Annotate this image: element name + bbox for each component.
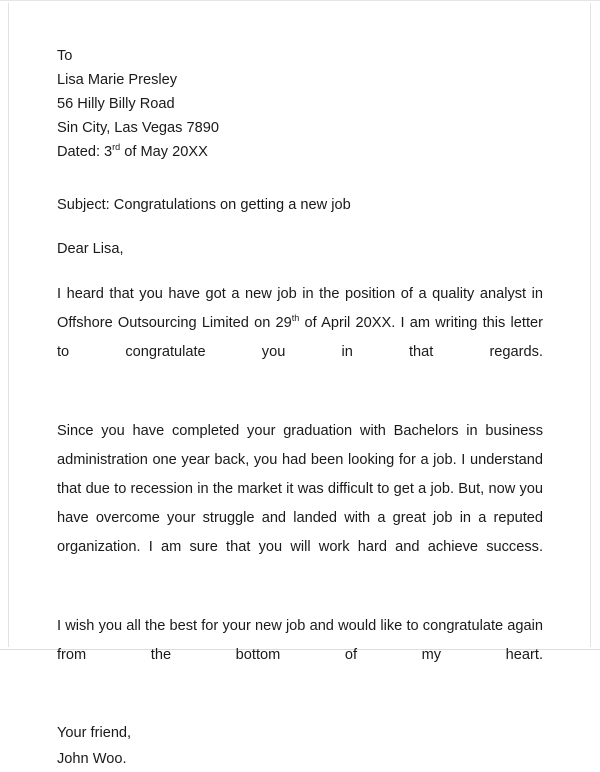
letter-content [57,44,551,772]
body-paragraph-1 [57,280,543,396]
to-label: To [57,48,73,64]
recipient-address-block [57,44,551,164]
closing-block [57,720,551,772]
body-paragraph-1-part-1: I heard that you have got a new job in the position of a quality analyst in Offshore Outsourcing Limited on 29 [57,286,543,331]
body-paragraph-2: Since you have completed your graduation with Bachelors in business administration one year back, you had been looking for a job. I understand that due to recession in the market it was difficult to get a job. But, now you have overcome your struggle and landed with a great job in a reputed organization. I am sure that you will work hard and achieve success. [57,423,543,555]
recipient-city-state-zip: Sin City, Las Vegas 7890 [57,120,219,136]
letter-sheet [8,3,591,767]
subject-line: Subject: Congratulations on getting a new job [57,197,351,213]
signature-name: John Woo. [57,751,127,767]
body-paragraph-3: I wish you all the best for your new job and would like to congratulate again from the bottom of my heart. [57,618,543,663]
letter-date-ordinal-suffix: rd [112,142,121,153]
body-paragraph-1-part-2: of April 20XX. I am writing this letter to congratulate you in that regards. [57,315,543,360]
body-paragraph-1-ordinal-suffix: th [291,313,300,324]
letter-date-prefix: Dated: 3 [57,144,113,160]
salutation: Dear Lisa, [57,241,124,257]
recipient-name: Lisa Marie Presley [57,72,178,88]
letter-date [57,140,551,164]
valediction: Your friend, [57,725,132,741]
recipient-street: 56 Hilly Billy Road [57,96,175,112]
letter-date-rest: of May 20XX [120,144,208,160]
